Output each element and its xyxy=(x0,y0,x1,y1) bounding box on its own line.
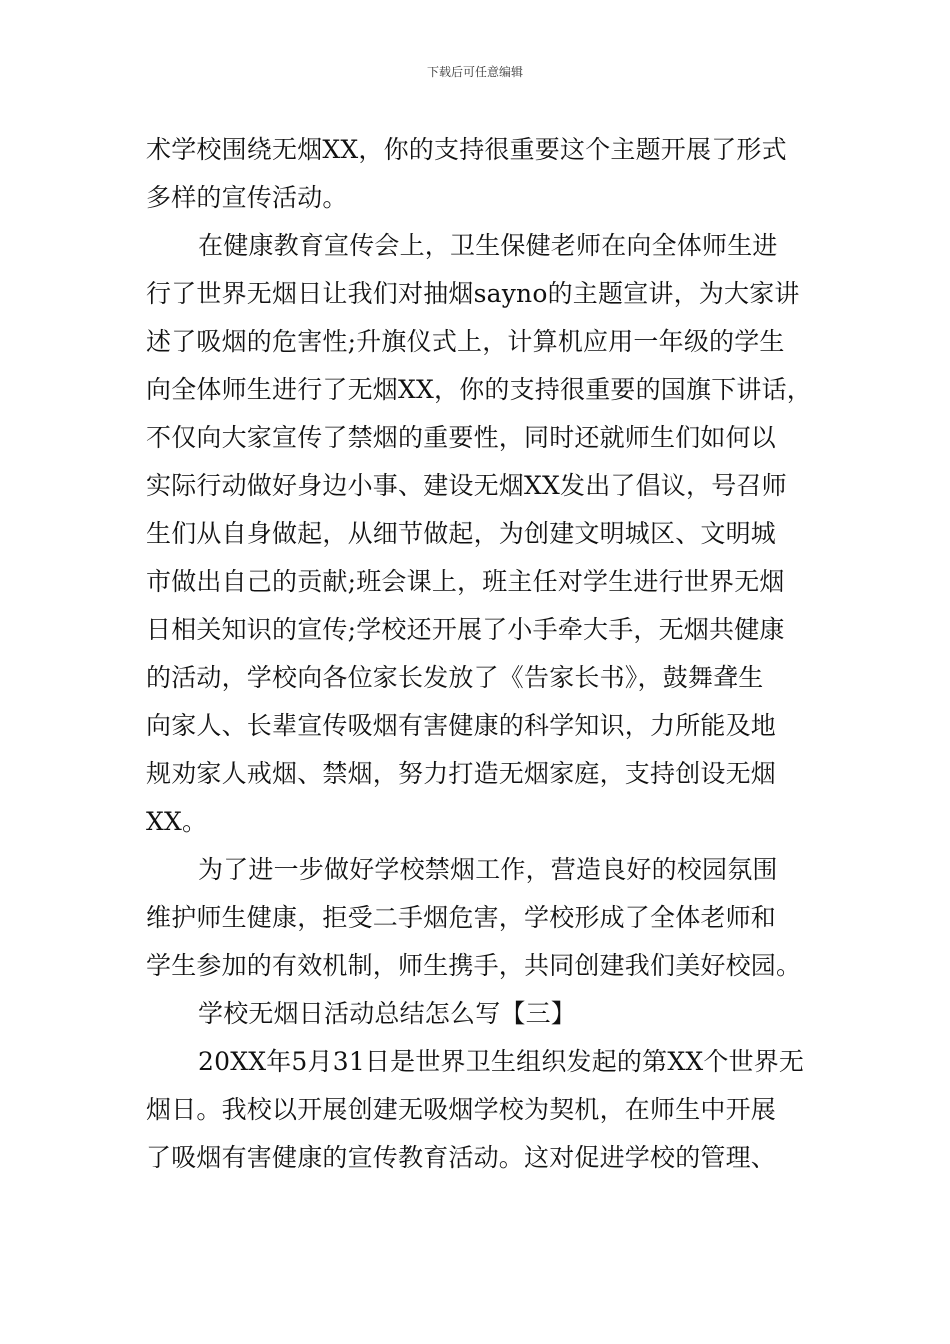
paragraph-line: 向全体师生进行了无烟XX，你的支持很重要的国旗下讲话， xyxy=(146,375,812,404)
document-body xyxy=(146,126,826,1182)
paragraph-line: 不仅向大家宣传了禁烟的重要性，同时还就师生们如何以 xyxy=(146,423,777,452)
section-heading: 学校无烟日活动总结怎么写【三】 xyxy=(198,999,577,1028)
paragraph-line: 了吸烟有害健康的宣传教育活动。这对促进学校的管理、 xyxy=(146,1143,777,1172)
paragraph-line: 的活动，学校向各位家长发放了《告家长书》，鼓舞聋生 xyxy=(146,663,764,692)
paragraph-line: 实际行动做好身边小事、建设无烟XX发出了倡议，号召师 xyxy=(146,471,787,500)
paragraph-line: 为了进一步做好学校禁烟工作，营造良好的校园氛围 xyxy=(198,855,778,884)
paragraph-line: 日相关知识的宣传;学校还开展了小手牵大手，无烟共健康 xyxy=(146,615,785,644)
paragraph-line: 述了吸烟的危害性;升旗仪式上，计算机应用一年级的学生 xyxy=(146,327,785,356)
paragraph-line: 行了世界无烟日让我们对抽烟sayno的主题宣讲，为大家讲 xyxy=(146,279,800,308)
paragraph-line: 向家人、长辈宣传吸烟有害健康的科学知识，力所能及地 xyxy=(146,711,777,740)
paragraph-line: 生们从自身做起，从细节做起，为创建文明城区、文明城 xyxy=(146,519,777,548)
paragraph-line: 学生参加的有效机制，师生携手，共同创建我们美好校园。 xyxy=(146,951,802,980)
paragraph-line: XX。 xyxy=(146,807,208,836)
paragraph-line: 规劝家人戒烟、禁烟，努力打造无烟家庭，支持创设无烟 xyxy=(146,759,777,788)
paragraph-line: 多样的宣传活动。 xyxy=(146,183,348,212)
paragraph-line: 术学校围绕无烟XX，你的支持很重要这个主题开展了形式 xyxy=(146,135,787,164)
paragraph-line: 在健康教育宣传会上，卫生保健老师在向全体师生进 xyxy=(198,231,778,260)
paragraph-line: 烟日。我校以开展创建无吸烟学校为契机，在师生中开展 xyxy=(146,1095,777,1124)
paragraph-line: 维护师生健康，拒受二手烟危害，学校形成了全体老师和 xyxy=(146,903,777,932)
paragraph-line: 市做出自己的贡献;班会课上，班主任对学生进行世界无烟 xyxy=(146,567,785,596)
paragraph-line: 20XX年5月31日是世界卫生组织发起的第XX个世界无 xyxy=(198,1047,805,1076)
page-header: 下载后可任意编辑 xyxy=(426,65,523,79)
